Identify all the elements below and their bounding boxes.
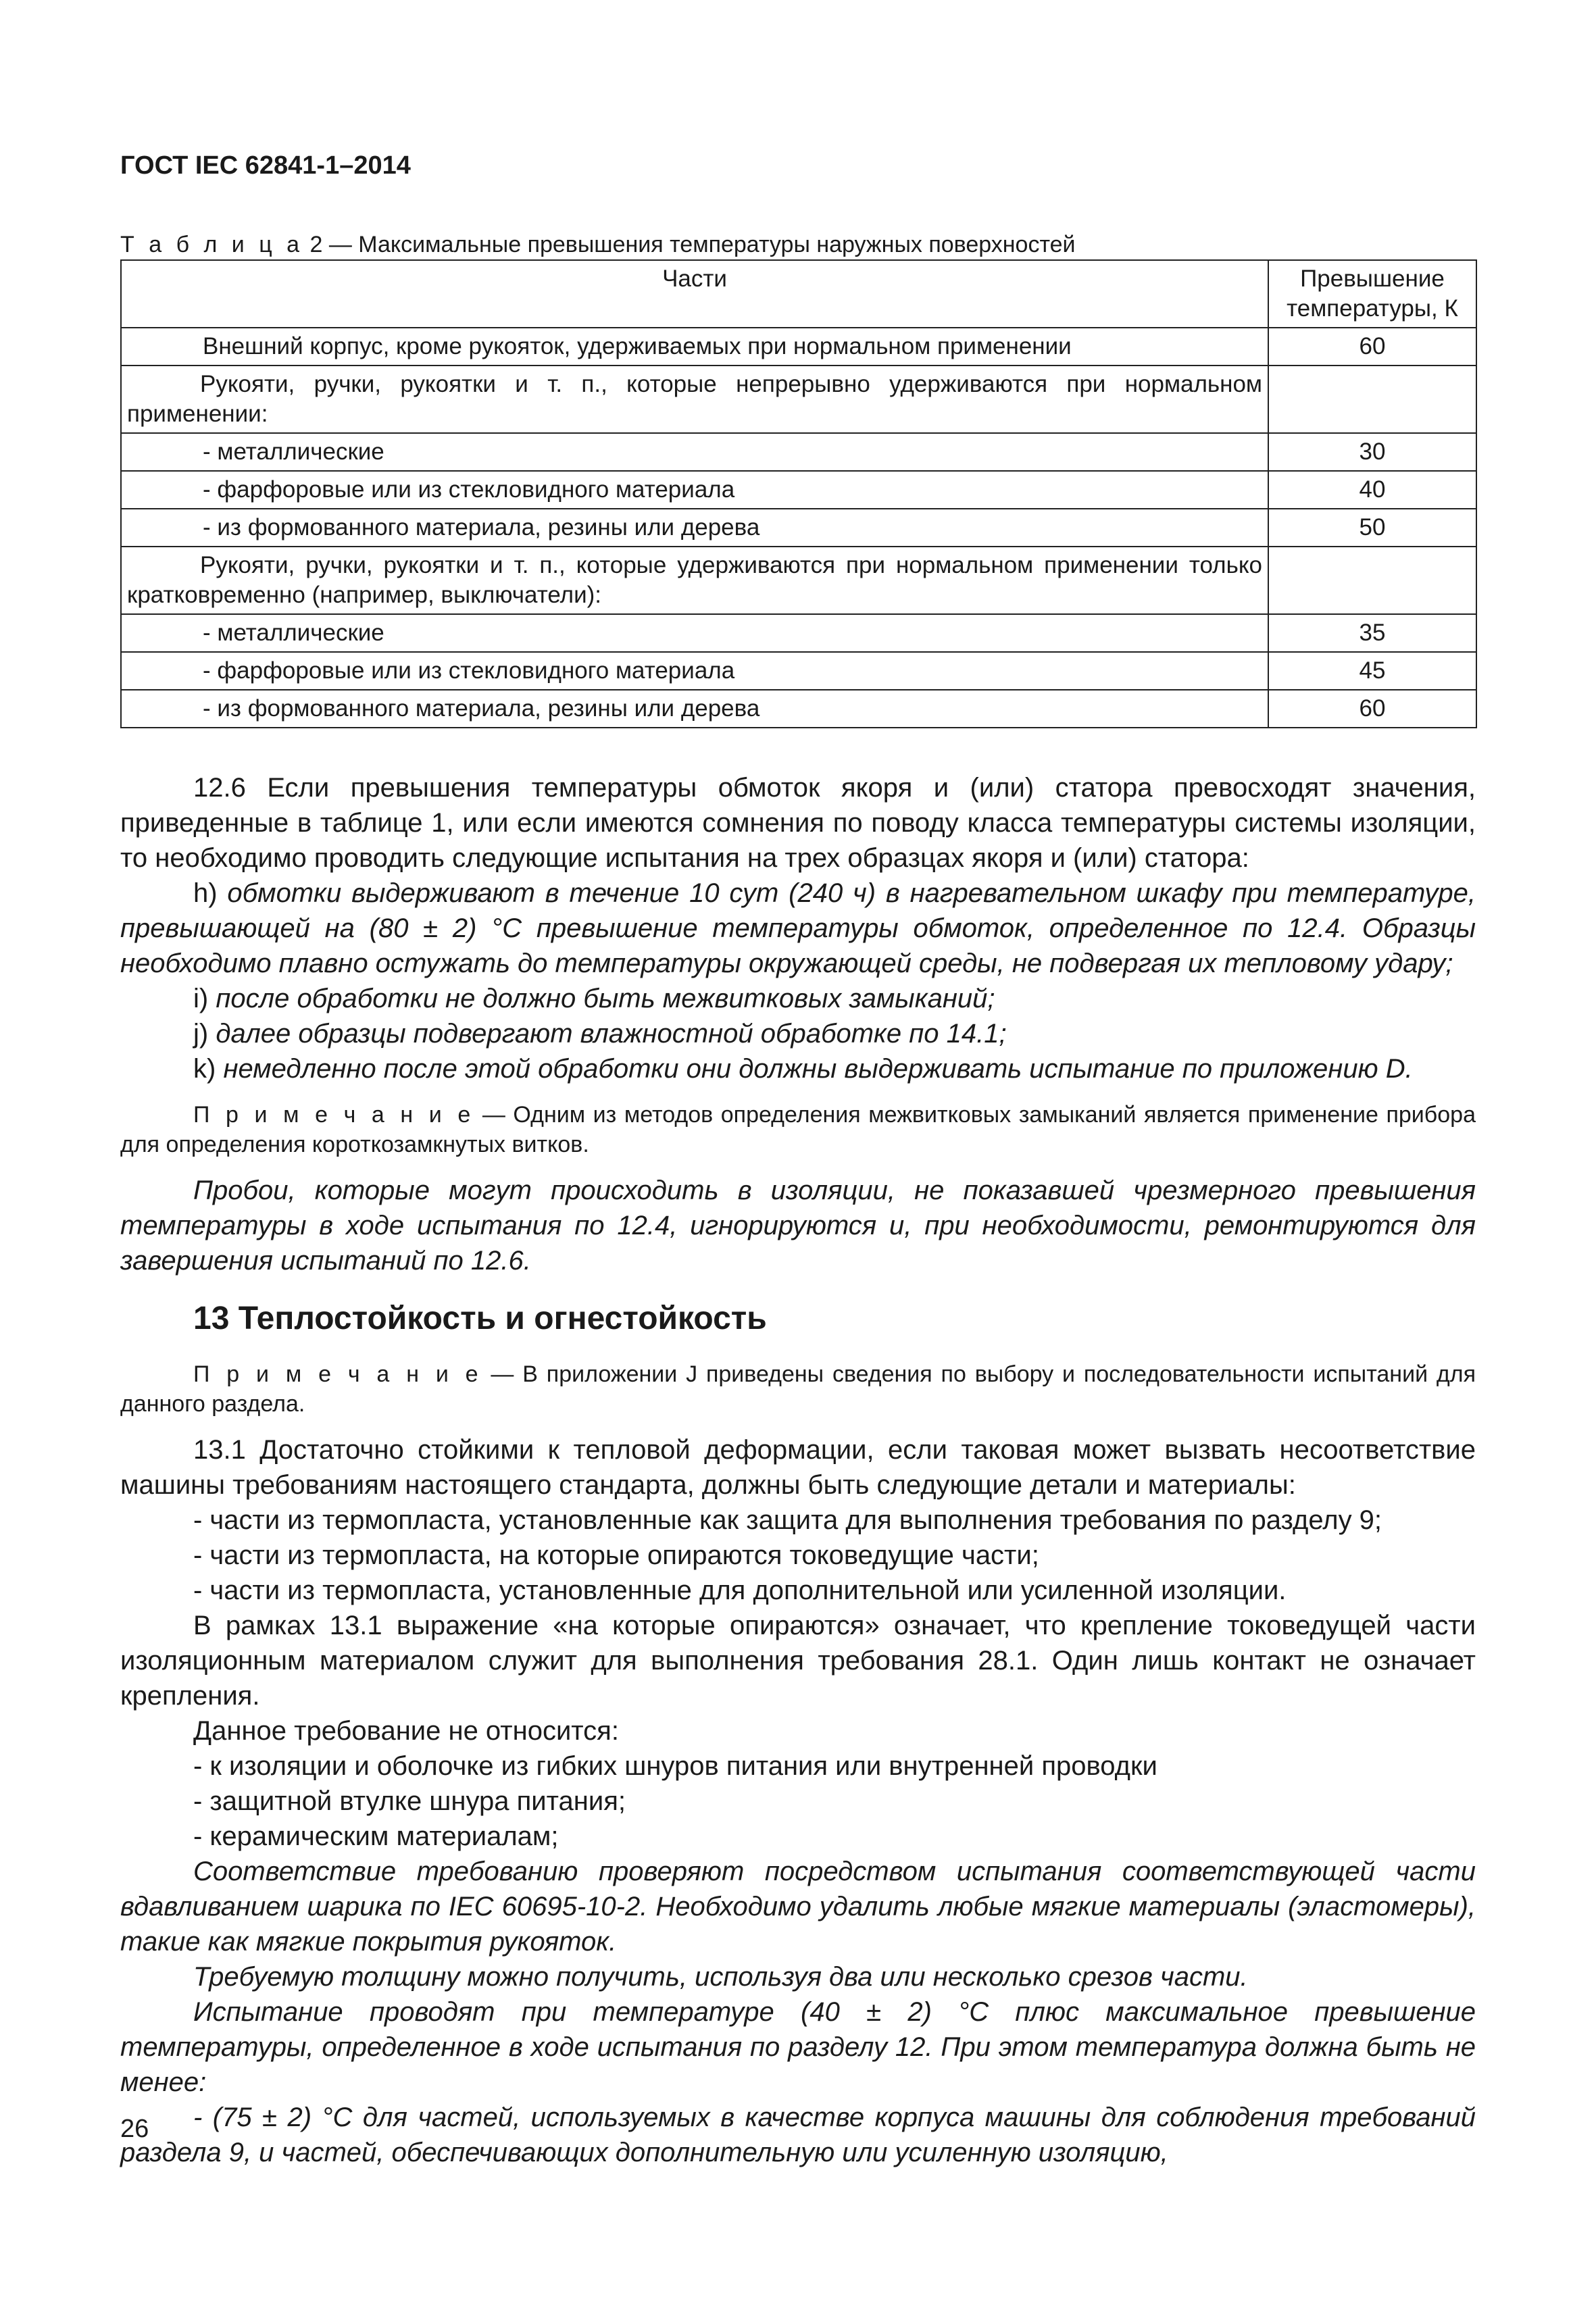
clause-13-1-intro: 13.1 Достаточно стойкими к тепловой деформации, если таковая может вызвать несоответствие машины требованиям настоящего стандарта, должны быть следующие детали и материалы: — [120, 1435, 1476, 1500]
list-text-i: после обработки не должно быть межвитковых замыканий; — [216, 984, 995, 1013]
list-label-h: h) — [193, 878, 228, 908]
bullet-item: - к изоляции и оболочке из гибких шнуров питания или внутренней проводки — [193, 1751, 1157, 1781]
table-cell-part: - фарфоровые или из стекловидного материала — [121, 471, 1268, 509]
note-prefix: П р и м е ч а н и е — [193, 1361, 482, 1387]
table-cell-part: - из формованного материала, резины или дерева — [121, 690, 1268, 728]
table-cell-part: - металлические — [121, 433, 1268, 471]
table-cell-value: 60 — [1268, 690, 1476, 728]
clause-13-1-definition: В рамках 13.1 выражение «на которые опираются» означает, что крепление токоведущей части изоляционным материалом служит для выполнения требования 28.1. Один лишь контакт не означает крепления. — [120, 1611, 1476, 1711]
list-text-k: немедленно после этой обработки они должны выдерживать испытание по приложению D. — [223, 1054, 1413, 1084]
bullet-item: - защитной втулке шнура питания; — [193, 1786, 626, 1816]
note-12-6 — [120, 1100, 1476, 1159]
table-row — [121, 547, 1476, 614]
table-cell-value: 40 — [1268, 471, 1476, 509]
table-caption-text: 2 — Максимальные превышения температуры наружных поверхностей — [303, 232, 1076, 257]
list-label-k: k) — [193, 1054, 224, 1084]
section-13-heading: 13 Теплостойкость и огнестойкость — [193, 1301, 767, 1336]
table-cell-value: 45 — [1268, 652, 1476, 690]
table-cell-value: 35 — [1268, 614, 1476, 652]
list-item-i — [120, 981, 1476, 1016]
note-text: — В приложении J приведены сведения по выбору и последовательности испытаний для данного раздела. — [120, 1361, 1476, 1417]
list-label-i: i) — [193, 984, 216, 1013]
table-cell-value: 60 — [1268, 328, 1476, 366]
table-header-row — [121, 260, 1476, 328]
bullet-item: - керамическим материалам; — [193, 1821, 559, 1851]
list-item-k — [120, 1051, 1476, 1086]
spacer — [120, 1419, 1476, 1432]
table-row — [121, 471, 1476, 509]
clause-12-6-breakdown-paragraph: Пробои, которые могут происходить в изоляции, не показавшей чрезмерного превышения температуры в ходе испытания по 12.4, игнорируются и, при необходимости, ремонтируются для завершения испытаний по 12.6. — [120, 1176, 1476, 1276]
table-cell-value: 50 — [1268, 509, 1476, 547]
table-cell-part: Внешний корпус, кроме рукояток, удерживаемых при нормальном применении — [121, 328, 1268, 366]
compliance-test-paragraph: Соответствие требованию проверяют посредством испытания соответствующей части вдавливанием шарика по IEC 60695-10-2. Необходимо удалить любые мягкие материалы (эластомеры), такие как мягкие покрытия рукояток. — [120, 1857, 1476, 1957]
spacer — [120, 1086, 1476, 1100]
table-cell-part: Рукояти, ручки, рукоятки и т. п., которые непрерывно удерживаются при нормальном применении: — [121, 366, 1268, 433]
list-label-j: j) — [193, 1019, 216, 1049]
note-13 — [120, 1359, 1476, 1419]
table-row — [121, 433, 1476, 471]
table-row — [121, 366, 1476, 433]
table-row — [121, 652, 1476, 690]
table-caption — [120, 230, 1476, 259]
page-number: 26 — [120, 2115, 149, 2143]
table-cell-part: - из формованного материала, резины или дерева — [121, 509, 1268, 547]
note-prefix: П р и м е ч а н и е — [193, 1102, 475, 1128]
bullet-item: - части из термопласта, установленные как защита для выполнения требования по разделу 9; — [193, 1505, 1382, 1535]
page-content — [120, 149, 1476, 2170]
spacer — [120, 1159, 1476, 1173]
bullet-item: - части из термопласта, на которые опираются токоведущие части; — [193, 1540, 1039, 1570]
table-cell-value — [1268, 366, 1476, 433]
table-cell-value: 30 — [1268, 433, 1476, 471]
test-temperature-paragraph: Испытание проводят при температуре (40 ± 2) °С плюс максимальное превышение температуры, определенное в ходе испытания по разделу 12. При этом температура должна быть не менее: — [120, 1997, 1476, 2097]
list-text-j: далее образцы подвергают влажностной обработке по 14.1; — [216, 1019, 1007, 1049]
thickness-paragraph: Требуемую толщину можно получить, используя два или несколько срезов части. — [193, 1962, 1248, 1992]
table-cell-value — [1268, 547, 1476, 614]
note-text: — Одним из методов определения межвитковых замыканий является применение прибора для определения короткозамкнутых витков. — [120, 1102, 1476, 1157]
test-temperature-item: - (75 ± 2) °С для частей, используемых в качестве корпуса машины для соблюдения требований раздела 9, и частей, обеспечивающих дополнительную или усиленную изоляцию, — [120, 2103, 1476, 2167]
list-item-h — [120, 876, 1476, 981]
temperature-rise-table — [120, 259, 1477, 728]
list-text-h: обмотки выдерживают в течение 10 сут (240 ч) в нагревательном шкафу при температуре, превышающей на (80 ± 2) °С превышение температуры обмоток, определенное по 12.4. Образцы необходимо плавно остужать до температуры окружающей среды, не подвергая их тепловому удару; — [120, 878, 1476, 978]
table-row — [121, 614, 1476, 652]
table-cell-part: Рукояти, ручки, рукоятки и т. п., которые удерживаются при нормальном применении только кратковременно (например, выключатели): — [121, 547, 1268, 614]
table-cell-part: - фарфоровые или из стекловидного материала — [121, 652, 1268, 690]
col-header-rise: Превышение температуры, К — [1268, 260, 1476, 328]
clause-13-1-exclusions-intro: Данное требование не относится: — [193, 1716, 619, 1746]
document-header: ГОСТ IEC 62841-1–2014 — [120, 151, 411, 180]
table-caption-prefix: Т а б л и ц а — [120, 232, 304, 257]
table-cell-part: - металлические — [121, 614, 1268, 652]
table-row — [121, 509, 1476, 547]
list-item-j — [120, 1016, 1476, 1051]
table-row — [121, 690, 1476, 728]
bullet-item: - части из термопласта, установленные для дополнительной или усиленной изоляции. — [193, 1576, 1287, 1605]
clause-12-6-intro: 12.6 Если превышения температуры обмоток якоря и (или) статора превосходят значения, приведенные в таблице 1, или если имеются сомнения по поводу класса температуры системы изоляции, то необходимо проводить следующие испытания на трех образцах якоря и (или) статора: — [120, 773, 1476, 873]
table-row — [121, 328, 1476, 366]
col-header-parts: Части — [121, 260, 1268, 328]
